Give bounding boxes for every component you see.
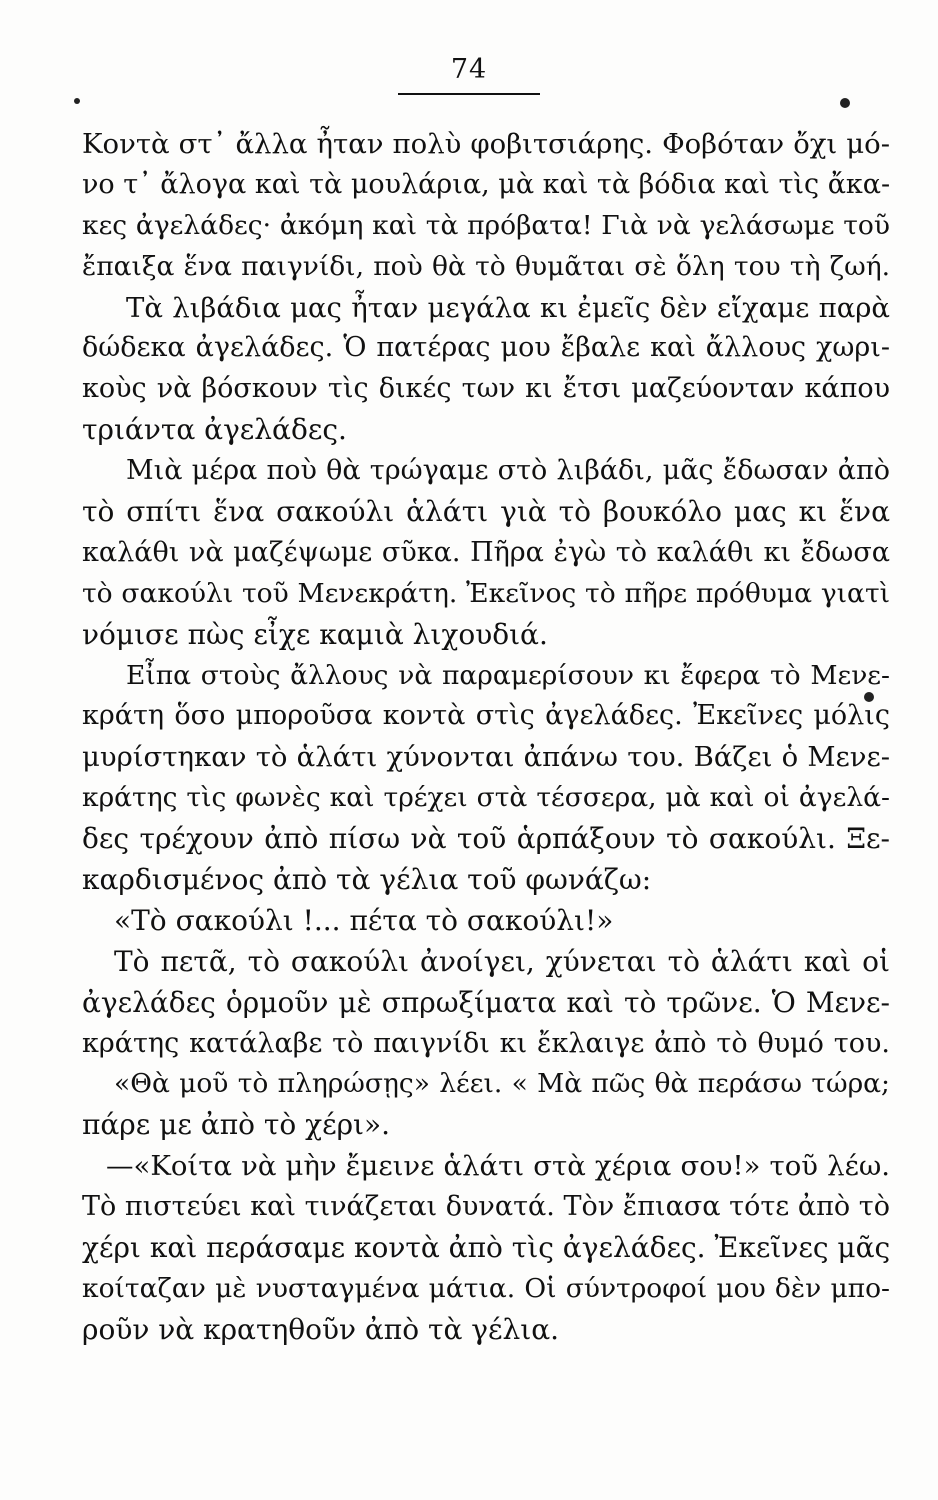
text-line: Μιὰ μέρα ποὺ θὰ τρώγαμε στὸ λιβάδι, μᾶς ἔδωσαν ἀπὸ [126, 455, 890, 487]
text-line: —«Κοίτα νὰ μὴν ἔμεινε ἁλάτι στὰ χέρια σου!» τοῦ λέω. [106, 1150, 890, 1183]
text-line: νόμισε πὼς εἶχε καμιὰ λιχουδιά. [82, 617, 548, 651]
text-line: πάρε με ἀπὸ τὸ χέρι». [82, 1108, 391, 1142]
text-line: κες ἀγελάδες· ἀκόμη καὶ τὰ πρόβατα! Γιὰ νὰ γελάσωμε τοῦ [82, 209, 890, 241]
text-line: καρδισμένος ἀπὸ τὰ γέλια τοῦ φωνάζω: [82, 863, 652, 897]
text-line: Τὸ πετᾶ, τὸ σακούλι ἀνοίγει, χύνεται τὸ ἁλάτι καὶ οἱ [114, 944, 890, 978]
text-line: μυρίστηκαν τὸ ἁλάτι χύνονται ἀπάνω του. Βάζει ὁ Μενε- [82, 741, 890, 774]
text-line: κράτης τὶς φωνὲς καὶ τρέχει στὰ τέσσερα, μὰ καὶ οἱ ἀγελά- [82, 782, 890, 814]
text-line: δώδεκα ἀγελάδες. Ὁ πατέρας μου ἔβαλε καὶ ἄλλους χωρι- [82, 332, 890, 364]
header-rule [398, 93, 540, 95]
text-line: τὸ σπίτι ἕνα σακούλι ἁλάτι γιὰ τὸ βουκόλο μας κι ἕνα [82, 495, 890, 529]
page-number: 74 [450, 54, 488, 85]
text-line: «Θὰ μοῦ τὸ πληρώσῃς» λέει. « Μὰ πῶς θὰ περάσω τώρα; [114, 1068, 890, 1100]
text-line: «Τὸ σακούλι !... πέτα τὸ σακούλι!» [114, 903, 614, 937]
text-line: τὸ σακούλι τοῦ Μενεκράτη. Ἐκεῖνος τὸ πῆρε πρόθυμα γιατὶ [82, 577, 890, 609]
text-line: ροῦν νὰ κρατηθοῦν ἀπὸ τὰ γέλια. [82, 1312, 560, 1346]
text-line: Τὸ πιστεύει καὶ τινάζεται δυνατά. Τὸν ἔπιασα τότε ἀπὸ τὸ [82, 1191, 890, 1223]
text-line: δες τρέχουν ἀπὸ πίσω νὰ τοῦ ἁρπάξουν τὸ σακούλι. Ξε- [82, 822, 890, 856]
text-line: χέρι καὶ περάσαμε κοντὰ ἀπὸ τὶς ἀγελάδες. Ἐκεῖνες μᾶς [82, 1231, 891, 1265]
text-line: ἔπαιξα ἕνα παιγνίδι, ποὺ θὰ τὸ θυμᾶται σὲ ὅλη του τὴ ζωή. [82, 250, 890, 282]
text-line: νο τ᾽ ἄλογα καὶ τὰ μουλάρια, μὰ καὶ τὰ βόδια καὶ τὶς ἄκα- [82, 168, 891, 200]
text-line: κράτη ὅσο μποροῦσα κοντὰ στὶς ἀγελάδες. Ἐκεῖνες μόλις [82, 700, 890, 732]
text-line: κοὺς νὰ βόσκουν τὶς δικές των κι ἔτσι μαζεύονταν κάπου [82, 373, 890, 405]
body-text [82, 124, 890, 1351]
text-line: τριάντα ἀγελάδες. [82, 413, 347, 447]
ink-speck [840, 98, 850, 108]
text-line: Εἶπα στοὺς ἄλλους νὰ παραμερίσουν κι ἔφερα τὸ Μενε- [126, 659, 890, 691]
ink-speck [74, 98, 80, 104]
text-line: Κοντὰ στ᾽ ἄλλα ἦταν πολὺ φοβιτσιάρης. Φοβόταν ὄχι μό- [82, 128, 890, 160]
text-line: ἀγελάδες ὁρμοῦν μὲ σπρωξίματα καὶ τὸ τρῶνε. Ὁ Μενε- [82, 985, 890, 1019]
text-line: κοίταζαν μὲ νυσταγμένα μάτια. Οἱ σύντροφοί μου δὲν μπο- [82, 1272, 890, 1304]
text-line: Τὰ λιβάδια μας ἦταν μεγάλα κι ἐμεῖς δὲν εἴχαμε παρὰ [126, 291, 890, 324]
text-line: καλάθι νὰ μαζέψωμε σῦκα. Πῆρα ἐγὼ τὸ καλάθι κι ἔδωσα [82, 536, 890, 568]
text-line: κράτης κατάλαβε τὸ παιγνίδι κι ἔκλαιγε ἀπὸ τὸ θυμό του. [82, 1027, 890, 1059]
